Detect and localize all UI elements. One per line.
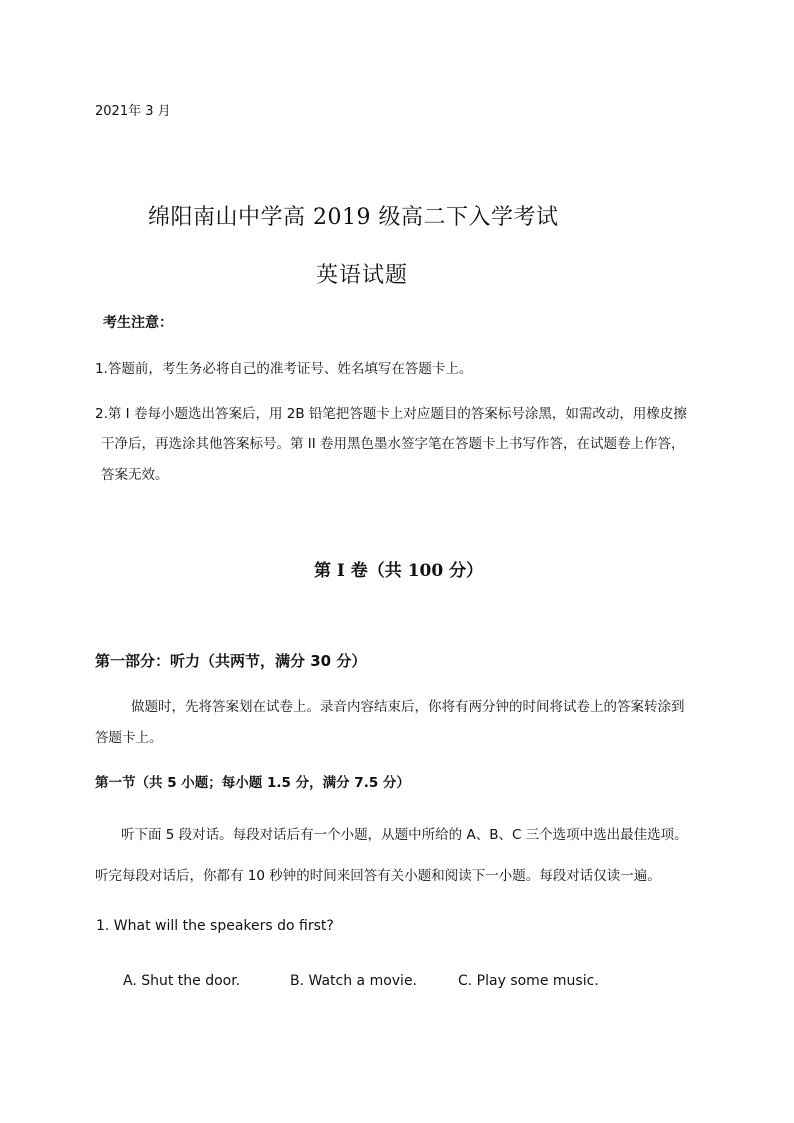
question-1-option-c: C. Play some music. — [458, 973, 599, 989]
part-1-heading: 第一部分：听力（共两节，满分 30 分） — [95, 652, 367, 670]
notice-item-2-line-1: 2.第 I 卷每小题选出答案后，用 2B 铅笔把答题卡上对应题目的答案标号涂黑，如需改动，用橡皮擦 — [95, 406, 687, 422]
notice-heading: 考生注意： — [103, 315, 173, 331]
notice-item-1: 1.答题前，考生务必将自己的准考证号、姓名填写在答题卡上。 — [95, 361, 473, 377]
question-1-stem: 1. What will the speakers do first? — [96, 918, 334, 934]
exam-subject: 英语试题 — [316, 263, 409, 288]
part-1-instructions-line-1: 做题时，先将答案划在试卷上。录音内容结束后，你将有两分钟的时间将试卷上的答案转涂到 — [131, 699, 685, 715]
exam-date: 2021年 3 月 — [95, 104, 171, 119]
notice-item-2-line-3: 答案无效。 — [101, 467, 169, 483]
notice-item-2-line-2: 干净后，再选涂其他答案标号。第 II 卷用黑色墨水签字笔在答题卡上书写作答，在试题卷上作答， — [101, 436, 685, 452]
section-1-directions-line-2: 听完每段对话后，你都有 10 秒钟的时间来回答有关小题和阅读下一小题。每段对话仅读一遍。 — [95, 868, 661, 884]
section-1-directions-line-1: 听下面 5 段对话。每段对话后有一个小题，从题中所给的 A、B、C 三个选项中选出最佳选项。 — [121, 827, 688, 843]
volume-heading: 第 I 卷（共 100 分） — [314, 561, 484, 581]
question-1-option-a: A. Shut the door. — [123, 973, 241, 989]
part-1-instructions-line-2: 答题卡上。 — [95, 730, 163, 746]
question-1-option-b: B. Watch a movie. — [290, 973, 418, 989]
section-1-heading: 第一节（共 5 小题；每小题 1.5 分，满分 7.5 分） — [95, 775, 410, 791]
exam-title: 绵阳南山中学高 2019 级高二下入学考试 — [148, 205, 559, 230]
